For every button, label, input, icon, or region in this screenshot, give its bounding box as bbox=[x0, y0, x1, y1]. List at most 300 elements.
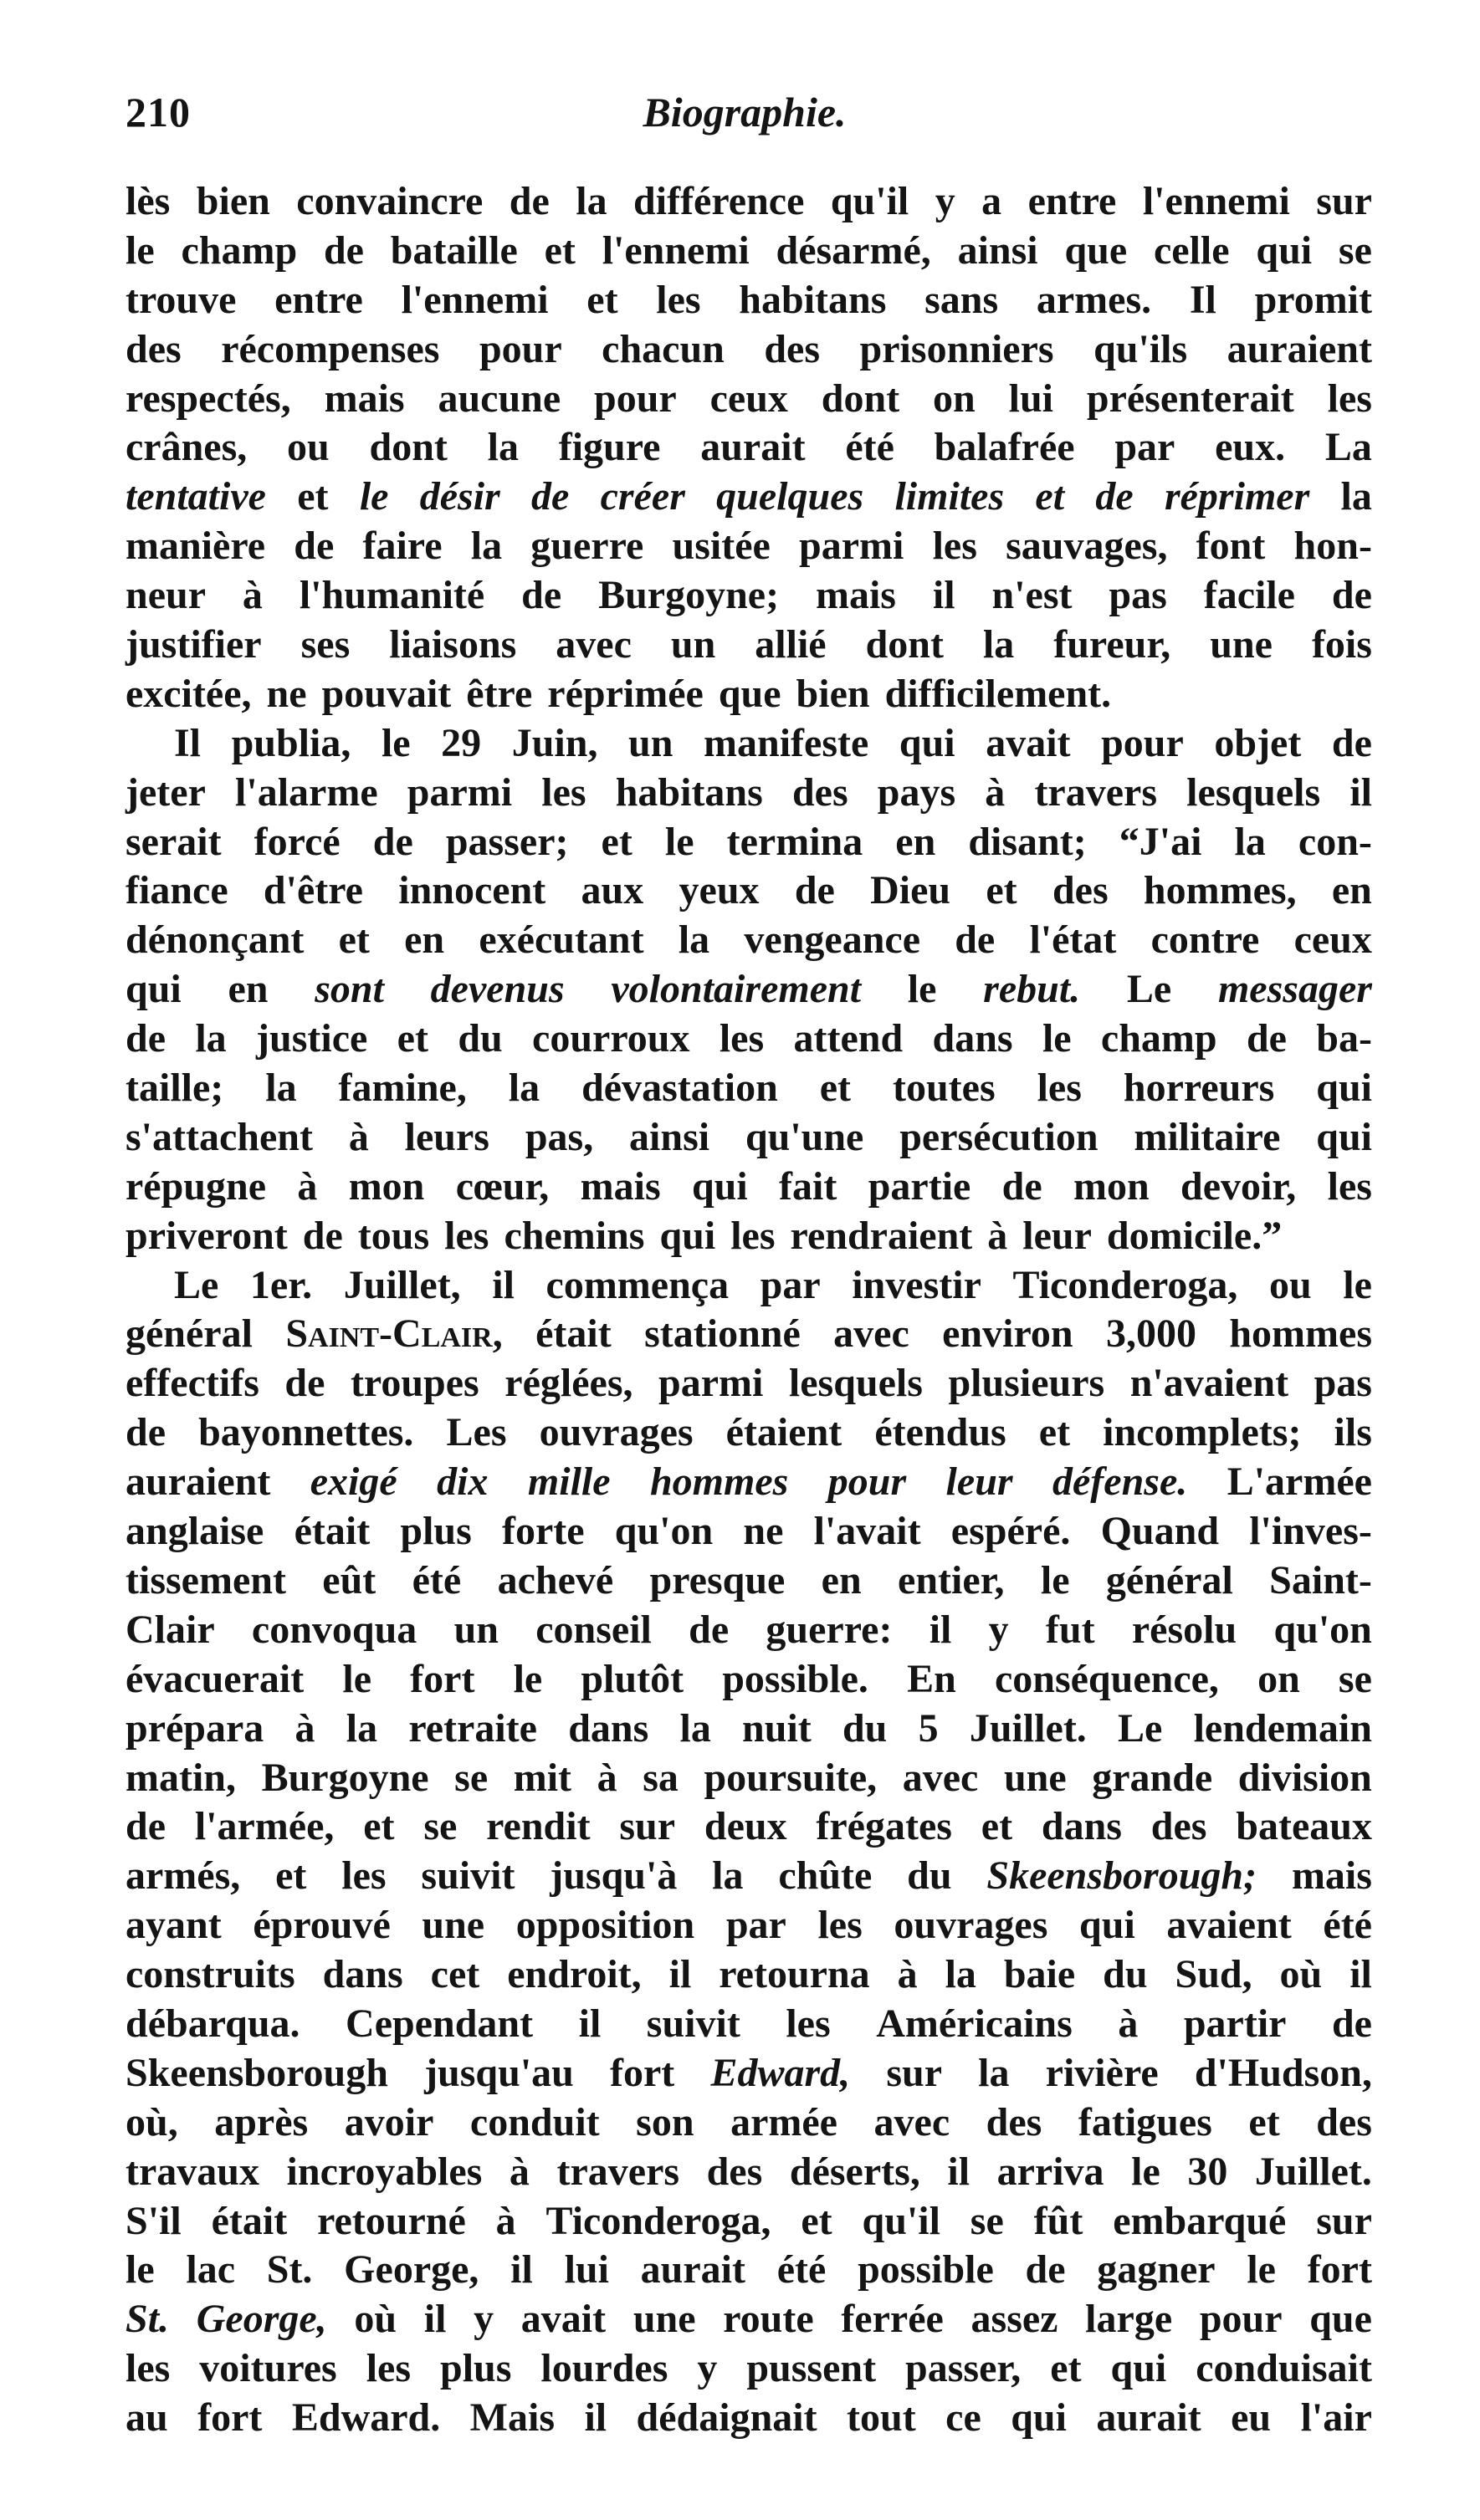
text-line bbox=[125, 1310, 1372, 1359]
text-line bbox=[125, 325, 1372, 375]
word: à bbox=[294, 1705, 315, 1751]
word: de bbox=[521, 573, 562, 618]
word: ou bbox=[287, 425, 330, 470]
text-line bbox=[125, 177, 1372, 227]
word: où bbox=[1279, 1952, 1323, 1997]
word: La bbox=[1324, 425, 1372, 470]
word: fois bbox=[1311, 622, 1372, 667]
word: rebut. bbox=[983, 967, 1081, 1012]
word: fureur, bbox=[1053, 622, 1171, 667]
word: il bbox=[668, 1952, 692, 1997]
word: justice bbox=[256, 1016, 368, 1061]
word: vengeance bbox=[744, 918, 920, 963]
word: où bbox=[354, 2297, 397, 2342]
word: des bbox=[125, 326, 182, 371]
word: à bbox=[348, 1114, 369, 1159]
word: ouvrages bbox=[539, 1410, 694, 1455]
word: avec bbox=[902, 1755, 979, 1800]
word: lendemain bbox=[1193, 1705, 1372, 1751]
word: yeux bbox=[679, 868, 760, 913]
word: récompenses bbox=[221, 326, 440, 371]
word: d'être bbox=[263, 868, 363, 913]
word: possible. bbox=[722, 1656, 868, 1701]
word: créer bbox=[600, 474, 685, 519]
page-header bbox=[125, 88, 1364, 155]
word: été bbox=[776, 2247, 827, 2293]
word: passer; bbox=[445, 819, 569, 864]
word: large bbox=[1085, 2297, 1173, 2342]
word: convoqua bbox=[251, 1607, 417, 1652]
word: dont bbox=[865, 622, 944, 667]
word: leur bbox=[945, 1459, 1013, 1505]
text-line bbox=[125, 571, 1372, 621]
word: le bbox=[381, 720, 411, 765]
word: bataille bbox=[390, 227, 518, 273]
word: faire bbox=[362, 524, 443, 569]
word: des bbox=[1052, 868, 1109, 913]
word: y bbox=[988, 1607, 1009, 1652]
word: s'attachent bbox=[125, 1114, 313, 1159]
word: partir bbox=[1183, 2001, 1287, 2046]
word: réglées, bbox=[504, 1361, 633, 1406]
word: de bbox=[1095, 474, 1134, 519]
word: débarqua. bbox=[125, 2001, 300, 2046]
word: bateaux bbox=[1236, 1804, 1372, 1849]
word: du bbox=[842, 1705, 888, 1751]
word: fort bbox=[1307, 2247, 1372, 2293]
word: jusqu'au bbox=[424, 2050, 574, 2095]
word: l'avait bbox=[813, 1509, 921, 1554]
word: Ticonderoga, bbox=[1012, 1262, 1238, 1307]
text-line bbox=[125, 1705, 1372, 1754]
word: contre bbox=[1150, 918, 1260, 963]
word: militaire bbox=[1134, 1114, 1281, 1159]
word: qui bbox=[1316, 1066, 1372, 1111]
word: qui bbox=[691, 1163, 748, 1209]
word: le bbox=[907, 967, 937, 1012]
word: général bbox=[125, 1311, 253, 1357]
word: à bbox=[597, 1755, 617, 1800]
word: les bbox=[932, 524, 977, 569]
word: la bbox=[576, 179, 607, 223]
word: jusqu'à bbox=[550, 1853, 678, 1899]
word: font bbox=[1196, 524, 1266, 569]
word: celle bbox=[1153, 227, 1230, 273]
word: deux bbox=[704, 1804, 787, 1849]
word: chemins bbox=[504, 1213, 645, 1258]
word: se bbox=[454, 1755, 489, 1800]
word: St. bbox=[125, 2297, 170, 2342]
word: les bbox=[341, 1853, 387, 1899]
word: bien bbox=[796, 671, 870, 716]
word: Il bbox=[1189, 277, 1216, 322]
word: l'air bbox=[1300, 2395, 1372, 2441]
word: domicile.” bbox=[1106, 1213, 1283, 1258]
word: Ticonderoga, bbox=[545, 2198, 771, 2243]
text-line bbox=[125, 1261, 1372, 1311]
word: effectifs bbox=[125, 1361, 259, 1406]
word: dont bbox=[821, 376, 900, 421]
word: était bbox=[294, 1509, 371, 1554]
word: le bbox=[1343, 1262, 1372, 1307]
word: grande bbox=[1092, 1755, 1213, 1800]
text-line bbox=[125, 1655, 1372, 1705]
text-line bbox=[125, 1359, 1372, 1408]
word: ferrée bbox=[841, 2297, 944, 2342]
word: plusieurs bbox=[948, 1361, 1105, 1406]
word: la bbox=[1234, 819, 1266, 864]
word: Dieu bbox=[870, 868, 951, 913]
word: pouvait bbox=[321, 671, 452, 716]
word: de bbox=[125, 1410, 166, 1455]
page-number: 210 bbox=[125, 89, 191, 135]
word: eu bbox=[1231, 2395, 1272, 2441]
word: le bbox=[513, 1656, 543, 1701]
word: possible bbox=[858, 2247, 994, 2293]
word: n'est bbox=[991, 573, 1073, 618]
text-line bbox=[125, 1802, 1372, 1852]
word: Burgoyne bbox=[261, 1755, 429, 1800]
word: difficilement. bbox=[884, 671, 1112, 716]
text-line bbox=[125, 1901, 1372, 1950]
word: exécutant bbox=[479, 918, 644, 963]
text-line bbox=[125, 866, 1372, 916]
word: il bbox=[423, 2297, 447, 2342]
word: étaient bbox=[725, 1410, 842, 1455]
word: des bbox=[1316, 2099, 1372, 2144]
word: réprimer bbox=[1164, 474, 1310, 519]
word: liaisons bbox=[389, 622, 517, 667]
word: travers bbox=[1034, 769, 1158, 815]
text-line bbox=[125, 1408, 1372, 1458]
word: qu'il bbox=[830, 179, 909, 223]
word: publia, bbox=[231, 720, 351, 765]
word: par bbox=[760, 1262, 821, 1307]
word: plus bbox=[440, 2346, 512, 2391]
word: qui bbox=[1316, 1114, 1372, 1159]
word: pas bbox=[1314, 1361, 1372, 1406]
word: des bbox=[764, 326, 821, 371]
word: Skeensborough; bbox=[986, 1853, 1257, 1899]
word: persécution bbox=[899, 1114, 1098, 1159]
word: la bbox=[195, 1016, 227, 1061]
word: des bbox=[706, 2149, 763, 2194]
word: la bbox=[712, 1853, 744, 1899]
word: volontairement bbox=[611, 967, 862, 1012]
word: les bbox=[1327, 1163, 1372, 1209]
word: travers bbox=[556, 2149, 680, 2194]
word: n'avaient bbox=[1129, 1361, 1289, 1406]
word: mais bbox=[815, 573, 896, 618]
word: aucune bbox=[438, 376, 561, 421]
word: aurait bbox=[700, 425, 806, 470]
word: pour bbox=[594, 376, 677, 421]
text-line bbox=[125, 621, 1372, 670]
word: dont bbox=[369, 425, 448, 470]
text-line bbox=[125, 1015, 1372, 1064]
word: devoir, bbox=[1180, 1163, 1297, 1209]
word: la bbox=[945, 1952, 976, 1997]
word: Saint-Clair, bbox=[285, 1311, 503, 1357]
word: exigé bbox=[310, 1459, 397, 1505]
word: cœur, bbox=[455, 1163, 550, 1209]
word: le bbox=[125, 2247, 155, 2293]
word: sur bbox=[886, 2050, 942, 2095]
word: hommes bbox=[649, 1459, 789, 1505]
word: les bbox=[1037, 1066, 1082, 1111]
word: lès bbox=[125, 179, 171, 223]
word: investir bbox=[852, 1262, 981, 1307]
text-line bbox=[125, 1212, 1372, 1261]
word: entre bbox=[274, 277, 363, 322]
word: sans bbox=[924, 277, 999, 322]
word: champ bbox=[181, 227, 298, 273]
word: Juillet. bbox=[969, 1705, 1087, 1751]
word: répugne bbox=[125, 1163, 266, 1209]
word: il bbox=[932, 573, 955, 618]
word: respectés, bbox=[125, 376, 291, 421]
word: Skeensborough bbox=[125, 2050, 388, 2095]
word: tentative bbox=[125, 474, 266, 519]
word: les bbox=[125, 2346, 171, 2391]
word: retourna bbox=[719, 1952, 870, 1997]
word: conséquence, bbox=[994, 1656, 1219, 1701]
word: la bbox=[982, 622, 1015, 667]
word: eux. bbox=[1215, 425, 1286, 470]
word: en bbox=[821, 1557, 862, 1602]
text-line bbox=[125, 769, 1372, 818]
word: il bbox=[1349, 769, 1372, 815]
text-line bbox=[125, 1507, 1372, 1556]
word: éprouvé bbox=[253, 1903, 391, 1948]
word: qui bbox=[1256, 227, 1313, 273]
text-line bbox=[125, 2394, 1372, 2443]
word: de bbox=[1001, 1163, 1042, 1209]
word: fut bbox=[1045, 1607, 1095, 1652]
word: Américains bbox=[876, 2001, 1073, 2046]
word: après bbox=[214, 2099, 309, 2144]
body-text bbox=[125, 177, 1372, 2443]
word: assez bbox=[970, 2297, 1058, 2342]
word: que bbox=[1309, 2297, 1372, 2342]
word: troupes bbox=[350, 1361, 479, 1406]
word: gagner bbox=[1097, 2247, 1216, 2293]
word: un bbox=[670, 622, 716, 667]
word: et bbox=[397, 1016, 428, 1061]
word: stationné bbox=[644, 1311, 801, 1357]
word: du bbox=[907, 1853, 952, 1899]
word: qui bbox=[659, 1213, 716, 1258]
word: taille; bbox=[125, 1066, 224, 1111]
word: fait bbox=[779, 1163, 837, 1209]
word: avaient bbox=[1166, 1903, 1292, 1948]
word: travaux bbox=[125, 2149, 259, 2194]
word: une bbox=[632, 2297, 696, 2342]
text-line bbox=[125, 916, 1372, 965]
word: Burgoyne; bbox=[598, 573, 780, 618]
word: tout bbox=[847, 2395, 916, 2441]
word: la bbox=[470, 524, 503, 569]
word: en bbox=[404, 918, 445, 963]
word: ceux bbox=[709, 376, 788, 421]
word: aux bbox=[581, 868, 644, 913]
word: l'ennemi bbox=[602, 227, 750, 273]
word: Quand bbox=[1100, 1509, 1220, 1554]
word: ba- bbox=[1316, 1016, 1372, 1061]
word: de bbox=[1246, 1016, 1287, 1061]
running-head: Biographie. bbox=[643, 89, 847, 135]
word: mon bbox=[348, 1163, 425, 1209]
word: En bbox=[907, 1656, 956, 1701]
word: 1er. bbox=[249, 1262, 313, 1307]
word: ses bbox=[300, 622, 351, 667]
word: termina bbox=[726, 819, 863, 864]
word: dans bbox=[932, 1016, 1013, 1061]
word: messager bbox=[1217, 967, 1372, 1012]
word: environ bbox=[942, 1311, 1073, 1357]
word: de bbox=[372, 819, 413, 864]
word: et bbox=[1035, 474, 1065, 519]
word: justifier bbox=[125, 622, 262, 667]
word: sauvages, bbox=[1006, 524, 1168, 569]
word: dans bbox=[568, 1705, 649, 1751]
word: fût bbox=[1033, 2198, 1083, 2243]
word: l'inves- bbox=[1249, 1509, 1372, 1554]
word: pas, bbox=[525, 1114, 594, 1159]
word: conduit bbox=[469, 2099, 600, 2144]
word: Cependant bbox=[346, 2001, 534, 2046]
word: des bbox=[791, 769, 848, 815]
word: qui bbox=[1079, 1903, 1135, 1948]
word: qui bbox=[1011, 2395, 1067, 2441]
word: dans bbox=[1041, 1804, 1122, 1849]
word: l'alarme bbox=[235, 769, 378, 815]
word: et bbox=[1248, 2099, 1280, 2144]
word: une bbox=[422, 1903, 485, 1948]
word: différence bbox=[633, 179, 805, 223]
word: entre bbox=[1027, 179, 1117, 223]
word: limites bbox=[894, 474, 1005, 519]
word: cet bbox=[430, 1952, 480, 1997]
word: quelques bbox=[716, 474, 864, 519]
word: disant; bbox=[968, 819, 1087, 864]
text-line bbox=[125, 2197, 1372, 2247]
word: de bbox=[531, 474, 570, 519]
word: “J'ai bbox=[1119, 819, 1202, 864]
word: de bbox=[794, 868, 835, 913]
word: il bbox=[578, 2001, 602, 2046]
text-line bbox=[125, 1064, 1372, 1113]
word: il bbox=[947, 2149, 970, 2194]
word: ouvrages bbox=[894, 1903, 1048, 1948]
word: ils bbox=[1334, 1410, 1372, 1455]
word: guerre bbox=[530, 524, 644, 569]
word: avec bbox=[833, 1311, 909, 1357]
word: suivit bbox=[421, 1853, 515, 1899]
word: l'ennemi bbox=[401, 277, 549, 322]
text-line bbox=[125, 670, 1372, 719]
word: par bbox=[725, 1903, 786, 1948]
word: armée bbox=[730, 2099, 837, 2144]
word: et bbox=[819, 1066, 852, 1111]
text-line bbox=[125, 1113, 1372, 1163]
word: le bbox=[125, 227, 155, 273]
word: incomplets; bbox=[1103, 1410, 1302, 1455]
word: George, bbox=[344, 2247, 479, 2293]
word: ce bbox=[945, 2395, 981, 2441]
word: tissement bbox=[125, 1557, 286, 1602]
word: Le bbox=[1118, 1705, 1163, 1751]
word: habitans bbox=[739, 277, 887, 322]
word: en bbox=[895, 819, 936, 864]
word: avait bbox=[520, 2297, 607, 2342]
word: de bbox=[1331, 720, 1372, 765]
word: hommes bbox=[1229, 1311, 1372, 1357]
word: il bbox=[510, 2247, 533, 2293]
word: en bbox=[228, 967, 269, 1012]
text-line bbox=[125, 1606, 1372, 1655]
word: crânes, bbox=[125, 425, 248, 470]
word: mit bbox=[513, 1755, 572, 1800]
word: étendus bbox=[874, 1410, 1006, 1455]
word: qu'ils bbox=[1093, 326, 1188, 371]
word: des bbox=[1150, 1804, 1207, 1849]
text-line bbox=[125, 227, 1372, 276]
text-line bbox=[125, 1754, 1372, 1803]
word: déserts, bbox=[789, 2149, 920, 2194]
word: Saint- bbox=[1269, 1557, 1372, 1602]
word: forcé bbox=[253, 819, 341, 864]
word: avait bbox=[986, 720, 1071, 765]
word: la bbox=[678, 918, 710, 963]
word: commença bbox=[545, 1262, 730, 1307]
word: incroyables bbox=[286, 2149, 483, 2194]
word: bayonnettes. bbox=[198, 1410, 414, 1455]
word: George, bbox=[196, 2297, 327, 2342]
word: auraient bbox=[125, 1459, 271, 1505]
word: la bbox=[346, 1705, 378, 1751]
word: à bbox=[987, 1213, 1008, 1258]
word: fiance bbox=[125, 868, 228, 913]
word: avoir bbox=[344, 2099, 434, 2144]
word: il bbox=[1349, 1952, 1372, 1997]
word: facile bbox=[1203, 573, 1295, 618]
word: plutôt bbox=[581, 1656, 684, 1701]
word: Il bbox=[174, 720, 202, 765]
word: famine, bbox=[338, 1066, 467, 1111]
word: pour bbox=[1101, 720, 1184, 765]
word: par bbox=[1114, 425, 1175, 470]
word: dévastation bbox=[581, 1066, 778, 1111]
text-line bbox=[125, 719, 1372, 769]
word: tous bbox=[357, 1213, 430, 1258]
word: les bbox=[817, 1903, 863, 1948]
word: Juillet, bbox=[343, 1262, 461, 1307]
word: et bbox=[544, 227, 576, 273]
word: fatigues bbox=[1078, 2099, 1212, 2144]
word: mais bbox=[580, 1163, 661, 1209]
text-line bbox=[125, 965, 1372, 1015]
word: construits bbox=[125, 1952, 295, 1997]
word: l'humanité bbox=[299, 573, 485, 618]
word: achevé bbox=[497, 1557, 614, 1602]
word: S'il bbox=[125, 2198, 182, 2243]
word: parmi bbox=[658, 1361, 764, 1406]
word: fort bbox=[610, 2050, 675, 2095]
word: à bbox=[297, 1163, 318, 1209]
word: sont bbox=[315, 967, 384, 1012]
word: sur bbox=[1316, 179, 1372, 223]
